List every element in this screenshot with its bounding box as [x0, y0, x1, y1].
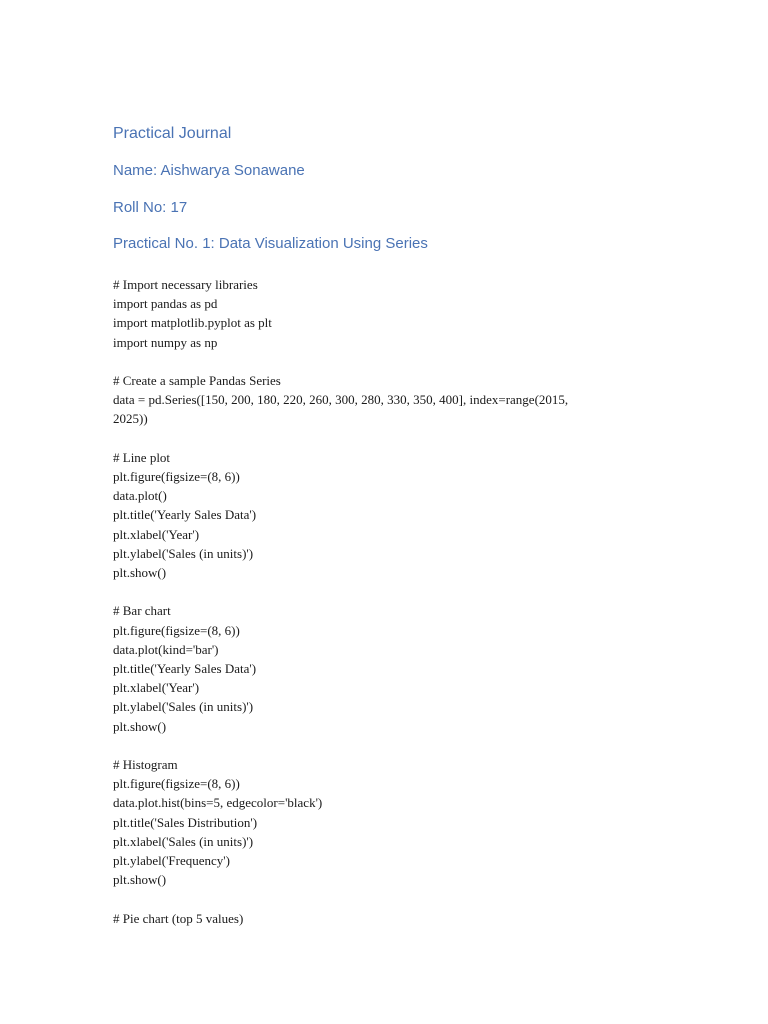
code-line: data.plot.hist(bins=5, edgecolor='black') — [113, 795, 323, 811]
code-comment: # Line plot — [113, 449, 171, 465]
document-content — [113, 124, 673, 947]
code-line: data = pd.Series([150, 200, 180, 220, 260, 300, 280, 330, 350, 400], index=range(2015, — [113, 392, 569, 408]
code-line: plt.ylabel('Sales (in units)') — [113, 545, 254, 561]
code-line: plt.xlabel('Year') — [113, 526, 200, 542]
code-line: plt.title('Yearly Sales Data') — [113, 507, 257, 523]
code-line: plt.show() — [113, 718, 167, 734]
code-line: import matplotlib.pyplot as plt — [113, 315, 272, 331]
code-line: plt.figure(figsize=(8, 6)) — [113, 776, 240, 792]
code-section — [113, 275, 673, 928]
code-line: plt.xlabel('Year') — [113, 680, 200, 696]
code-line: import numpy as np — [113, 334, 218, 350]
code-line: plt.ylabel('Frequency') — [113, 853, 230, 869]
code-line: plt.title('Sales Distribution') — [113, 814, 258, 830]
code-line: data.plot() — [113, 488, 167, 504]
code-line: plt.show() — [113, 872, 167, 888]
code-comment: # Pie chart (top 5 values) — [113, 910, 244, 926]
code-line: plt.ylabel('Sales (in units)') — [113, 699, 254, 715]
student-name: Name: Aishwarya Sonawane — [113, 162, 305, 179]
code-line: plt.xlabel('Sales (in units)') — [113, 833, 254, 849]
code-line: plt.figure(figsize=(8, 6)) — [113, 469, 240, 484]
code-comment: # Histogram — [113, 757, 178, 773]
code-comment: # Import necessary libraries — [113, 277, 258, 292]
code-comment: # Create a sample Pandas Series — [113, 373, 281, 388]
code-block — [113, 601, 673, 735]
code-line: plt.figure(figsize=(8, 6)) — [113, 622, 240, 638]
code-comment: # Bar chart — [113, 603, 171, 619]
code-block — [113, 275, 673, 352]
roll-number: Roll No: 17 — [113, 199, 188, 216]
practical-title: Practical No. 1: Data Visualization Using Series — [113, 235, 428, 252]
code-line: plt.show() — [113, 565, 167, 581]
journal-title: Practical Journal — [113, 125, 232, 142]
code-line: data.plot(kind='bar') — [113, 641, 219, 657]
code-line: import pandas as pd — [113, 296, 218, 312]
code-block — [113, 371, 673, 429]
code-block — [113, 909, 673, 928]
code-line: plt.title('Yearly Sales Data') — [113, 661, 257, 677]
code-block — [113, 755, 673, 889]
code-block — [113, 448, 673, 582]
code-line: 2025)) — [113, 411, 148, 427]
